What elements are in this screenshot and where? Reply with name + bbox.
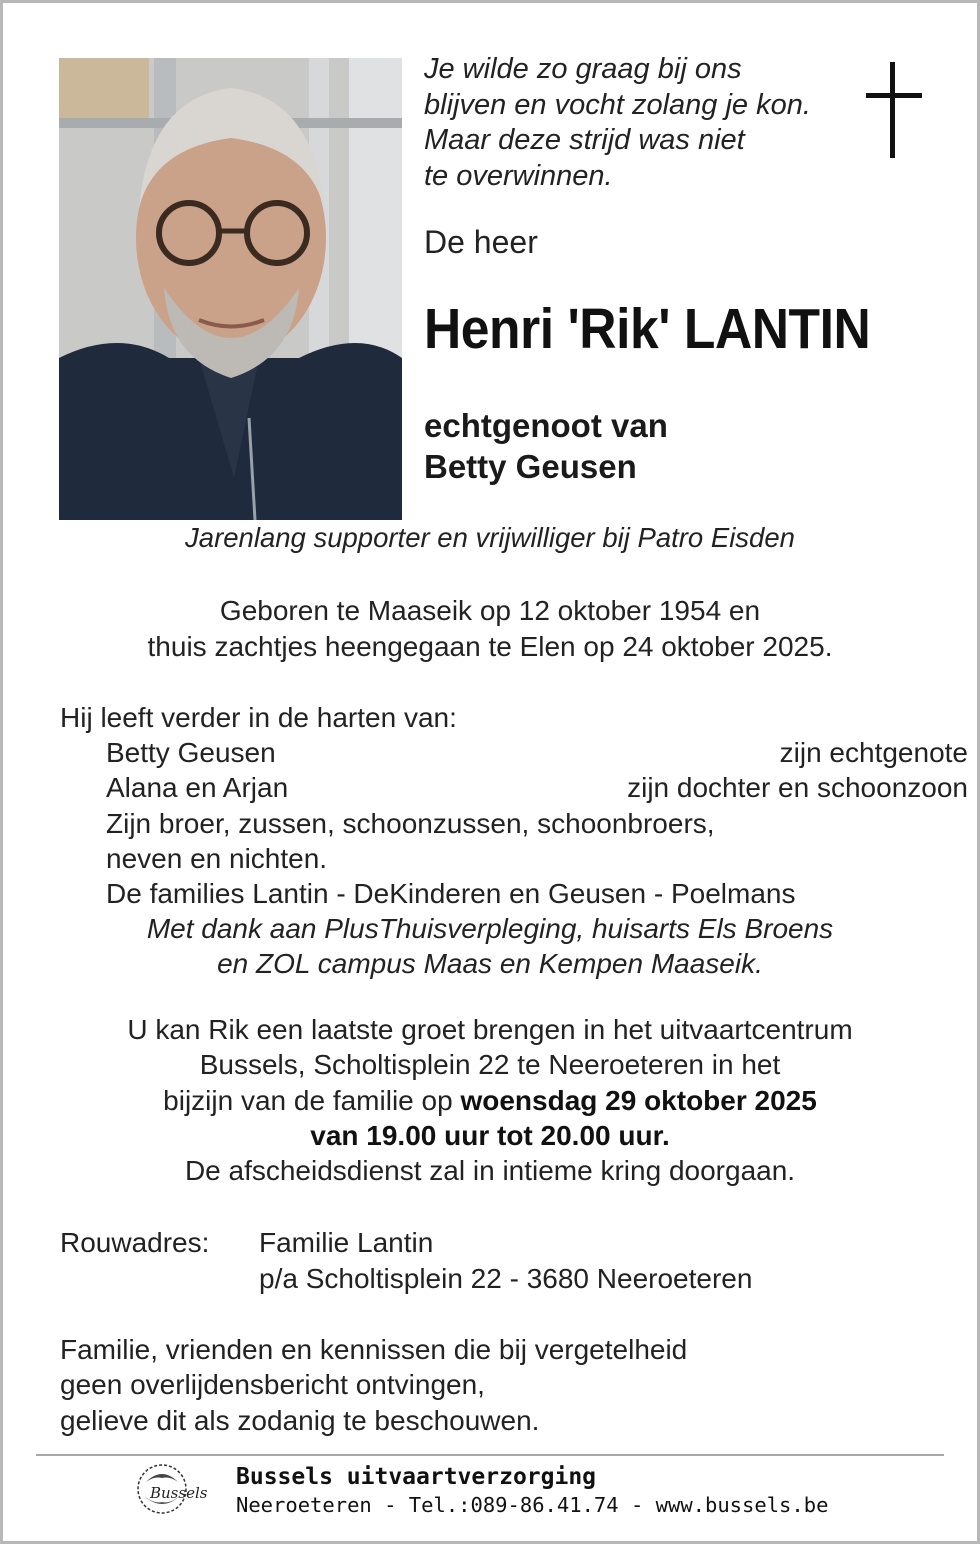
birth-death (0, 593, 980, 664)
relative-relation: zijn echtgenote (779, 737, 968, 769)
company-name: Bussels uitvaartverzorging (236, 1464, 597, 1490)
survived-intro: Hij leeft verder in de harten van: (60, 702, 457, 733)
visitation-info (0, 1012, 980, 1188)
bussels-logo-icon (132, 1462, 224, 1520)
address-line: p/a Scholtisplein 22 - 3680 Neeroeteren (259, 1262, 753, 1294)
visitation-line: U kan Rik een laatste groet brengen in het uitvaartcentrum (127, 1014, 853, 1045)
honorific: De heer (424, 224, 538, 260)
other-relatives: Zijn broer, zussen, schoonzussen, schoonbroers, (106, 807, 715, 839)
funeral-home-footer (236, 1463, 828, 1519)
relative-name: Betty Geusen (106, 737, 276, 769)
visitation-line (0, 1118, 980, 1153)
relative-row (106, 735, 968, 770)
visitation-time: van 19.00 uur tot 20.00 uur. (310, 1119, 670, 1151)
spouse-info (424, 405, 668, 487)
address-lines (259, 1225, 752, 1296)
closing-line: geen overlijdensbericht ontvingen, (60, 1369, 485, 1401)
survived-by (60, 700, 968, 982)
poem-line: Je wilde zo graag bij ons (424, 53, 742, 85)
address-label: Rouwadres: (60, 1227, 210, 1258)
visitation-line: Bussels, Scholtisplein 22 te Neeroeteren in het (199, 1049, 781, 1081)
visitation-date: woensdag 29 oktober 2025 (460, 1084, 817, 1116)
portrait-photo (59, 58, 402, 520)
deceased-name: Henri 'Rik' LANTIN (424, 297, 871, 361)
relative-name: Alana en Arjan (106, 772, 289, 804)
closing-line: gelieve dit als zodanig te beschouwen. (60, 1404, 540, 1436)
supporter-line: Jarenlang supporter en vrijwilliger bij Patro Eisden (185, 522, 795, 553)
poem (424, 52, 854, 194)
service-note: De afscheidsdienst zal in intieme kring doorgaan. (184, 1155, 796, 1187)
birth-line: Geboren te Maaseik op 12 oktober 1954 en (219, 595, 761, 626)
death-line: thuis zachtjes heengegaan te Elen op 24 oktober 2025. (147, 630, 833, 662)
company-contact: Neeroeteren - Tel.:089-86.41.74 - www.bussels.be (236, 1493, 829, 1517)
visitation-prefix: bijzijn van de familie op (163, 1084, 461, 1116)
footer-divider (36, 1454, 944, 1456)
cross-icon (866, 62, 922, 158)
closing-line: Familie, vrienden en kennissen die bij vergetelheid (60, 1334, 688, 1365)
logo-text: Bussels (150, 1484, 208, 1502)
poem-line: blijven en vocht zolang je kon. (424, 88, 811, 121)
families-line: De families Lantin - DeKinderen en Geusen - Poelmans (106, 877, 796, 909)
other-relatives: neven en nichten. (106, 842, 328, 874)
closing-note (60, 1332, 687, 1438)
thanks-line: Met dank aan PlusThuisverpleging, huisarts Els Broens (146, 913, 834, 945)
portrait-image (59, 58, 402, 520)
relative-row (106, 770, 968, 805)
poem-line: te overwinnen. (424, 159, 613, 192)
thanks-line: en ZOL campus Maas en Kempen Maaseik. (217, 948, 763, 980)
spouse-intro: echtgenoot van (424, 407, 668, 444)
relative-relation: zijn dochter en schoonzoon (627, 772, 968, 804)
poem-line: Maar deze strijd was niet (424, 124, 745, 156)
address-line: Familie Lantin (259, 1227, 434, 1258)
spouse-name: Betty Geusen (424, 448, 637, 485)
visitation-line (0, 1083, 980, 1118)
